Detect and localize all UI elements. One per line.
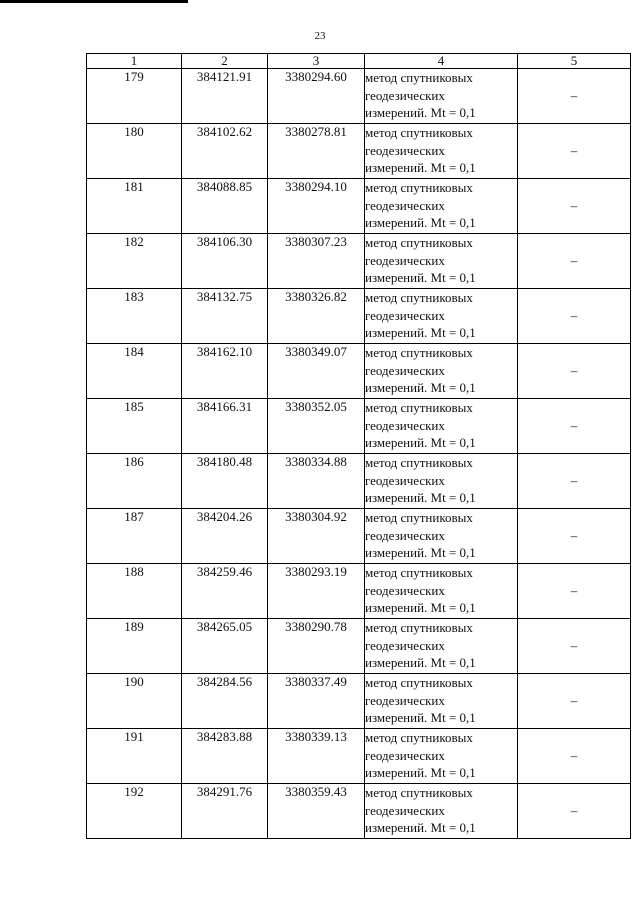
top-rule xyxy=(0,0,188,3)
notes-cell: – xyxy=(518,454,631,509)
method-cell xyxy=(365,454,518,509)
header-col-3: 3 xyxy=(268,54,365,69)
method-line: метод спутниковых xyxy=(365,785,473,800)
coordinate-x: 384132.75 xyxy=(182,289,268,344)
point-number: 192 xyxy=(87,784,182,839)
table-row xyxy=(87,179,631,234)
notes-cell: – xyxy=(518,509,631,564)
method-line: геодезических xyxy=(365,747,445,763)
coordinate-y: 3380337.49 xyxy=(268,674,365,729)
coordinate-y: 3380294.10 xyxy=(268,179,365,234)
coordinate-x: 384121.91 xyxy=(182,69,268,124)
coordinate-y: 3380334.88 xyxy=(268,454,365,509)
point-number: 183 xyxy=(87,289,182,344)
method-line: метод спутниковых xyxy=(365,180,473,195)
table-row xyxy=(87,454,631,509)
method-line: измерений. Mt = 0,1 xyxy=(365,600,476,615)
point-number: 187 xyxy=(87,509,182,564)
notes-cell: – xyxy=(518,289,631,344)
method-line: геодезических xyxy=(365,527,445,543)
coordinate-y: 3380352.05 xyxy=(268,399,365,454)
notes-cell: – xyxy=(518,234,631,289)
header-col-4: 4 xyxy=(365,54,518,69)
point-number: 182 xyxy=(87,234,182,289)
point-number: 189 xyxy=(87,619,182,674)
table-row xyxy=(87,289,631,344)
coordinate-y: 3380339.13 xyxy=(268,729,365,784)
point-number: 185 xyxy=(87,399,182,454)
notes-cell: – xyxy=(518,784,631,839)
table-header xyxy=(87,54,631,69)
method-cell xyxy=(365,344,518,399)
notes-cell: – xyxy=(518,344,631,399)
table-row xyxy=(87,69,631,124)
method-cell xyxy=(365,399,518,454)
method-line: метод спутниковых xyxy=(365,400,473,415)
method-line: измерений. Mt = 0,1 xyxy=(365,490,476,505)
coordinate-y: 3380293.19 xyxy=(268,564,365,619)
header-col-2: 2 xyxy=(182,54,268,69)
notes-cell: – xyxy=(518,674,631,729)
table-row xyxy=(87,344,631,399)
coordinate-x: 384166.31 xyxy=(182,399,268,454)
coordinate-y: 3380326.82 xyxy=(268,289,365,344)
header-row xyxy=(87,54,631,69)
method-cell xyxy=(365,619,518,674)
coordinate-x: 384204.26 xyxy=(182,509,268,564)
notes-cell: – xyxy=(518,729,631,784)
table-row xyxy=(87,399,631,454)
method-line: геодезических xyxy=(365,417,445,433)
method-cell xyxy=(365,674,518,729)
page-number: 23 xyxy=(314,30,326,42)
notes-cell: – xyxy=(518,619,631,674)
table-row xyxy=(87,564,631,619)
method-line: метод спутниковых xyxy=(365,125,473,140)
method-line: метод спутниковых xyxy=(365,675,473,690)
method-line: измерений. Mt = 0,1 xyxy=(365,765,476,780)
method-line: измерений. Mt = 0,1 xyxy=(365,545,476,560)
coordinate-x: 384180.48 xyxy=(182,454,268,509)
notes-cell: – xyxy=(518,564,631,619)
method-cell xyxy=(365,729,518,784)
coordinate-y: 3380290.78 xyxy=(268,619,365,674)
notes-cell: – xyxy=(518,124,631,179)
method-line: измерений. Mt = 0,1 xyxy=(365,820,476,835)
table-row xyxy=(87,234,631,289)
coordinate-y: 3380294.60 xyxy=(268,69,365,124)
method-line: геодезических xyxy=(365,197,445,213)
table-row xyxy=(87,124,631,179)
point-number: 186 xyxy=(87,454,182,509)
method-line: измерений. Mt = 0,1 xyxy=(365,105,476,120)
header-col-5: 5 xyxy=(518,54,631,69)
method-line: метод спутниковых xyxy=(365,730,473,745)
table-row xyxy=(87,509,631,564)
method-line: метод спутниковых xyxy=(365,290,473,305)
method-line: геодезических xyxy=(365,472,445,488)
method-line: геодезических xyxy=(365,637,445,653)
table-body xyxy=(87,69,631,839)
coordinates-table xyxy=(86,53,631,839)
header-col-1: 1 xyxy=(87,54,182,69)
table-row xyxy=(87,784,631,839)
point-number: 184 xyxy=(87,344,182,399)
method-line: метод спутниковых xyxy=(365,235,473,250)
coordinate-x: 384259.46 xyxy=(182,564,268,619)
method-line: геодезических xyxy=(365,142,445,158)
notes-cell: – xyxy=(518,179,631,234)
method-cell xyxy=(365,289,518,344)
coordinate-x: 384283.88 xyxy=(182,729,268,784)
table-row xyxy=(87,674,631,729)
method-cell xyxy=(365,69,518,124)
notes-cell: – xyxy=(518,69,631,124)
coordinate-y: 3380349.07 xyxy=(268,344,365,399)
method-cell xyxy=(365,234,518,289)
method-line: геодезических xyxy=(365,307,445,323)
method-cell xyxy=(365,124,518,179)
method-line: метод спутниковых xyxy=(365,455,473,470)
method-line: геодезических xyxy=(365,802,445,818)
point-number: 188 xyxy=(87,564,182,619)
point-number: 180 xyxy=(87,124,182,179)
coordinate-y: 3380304.92 xyxy=(268,509,365,564)
method-line: метод спутниковых xyxy=(365,345,473,360)
method-line: геодезических xyxy=(365,87,445,103)
coordinate-y: 3380278.81 xyxy=(268,124,365,179)
method-line: метод спутниковых xyxy=(365,565,473,580)
point-number: 181 xyxy=(87,179,182,234)
method-line: измерений. Mt = 0,1 xyxy=(365,325,476,340)
point-number: 190 xyxy=(87,674,182,729)
method-line: измерений. Mt = 0,1 xyxy=(365,710,476,725)
coordinate-x: 384291.76 xyxy=(182,784,268,839)
coordinate-y: 3380307.23 xyxy=(268,234,365,289)
method-line: геодезических xyxy=(365,362,445,378)
method-line: измерений. Mt = 0,1 xyxy=(365,160,476,175)
method-cell xyxy=(365,179,518,234)
method-line: измерений. Mt = 0,1 xyxy=(365,435,476,450)
coordinate-x: 384102.62 xyxy=(182,124,268,179)
coordinate-x: 384106.30 xyxy=(182,234,268,289)
method-line: измерений. Mt = 0,1 xyxy=(365,270,476,285)
method-line: геодезических xyxy=(365,692,445,708)
method-line: метод спутниковых xyxy=(365,620,473,635)
method-line: метод спутниковых xyxy=(365,510,473,525)
coordinate-x: 384088.85 xyxy=(182,179,268,234)
method-line: измерений. Mt = 0,1 xyxy=(365,380,476,395)
method-line: геодезических xyxy=(365,582,445,598)
notes-cell: – xyxy=(518,399,631,454)
point-number: 191 xyxy=(87,729,182,784)
method-cell xyxy=(365,509,518,564)
coordinate-x: 384265.05 xyxy=(182,619,268,674)
table-row xyxy=(87,729,631,784)
coordinate-x: 384162.10 xyxy=(182,344,268,399)
method-line: геодезических xyxy=(365,252,445,268)
method-line: измерений. Mt = 0,1 xyxy=(365,215,476,230)
method-cell xyxy=(365,564,518,619)
coordinate-y: 3380359.43 xyxy=(268,784,365,839)
method-line: метод спутниковых xyxy=(365,70,473,85)
method-cell xyxy=(365,784,518,839)
point-number: 179 xyxy=(87,69,182,124)
table-row xyxy=(87,619,631,674)
coordinate-x: 384284.56 xyxy=(182,674,268,729)
method-line: измерений. Mt = 0,1 xyxy=(365,655,476,670)
